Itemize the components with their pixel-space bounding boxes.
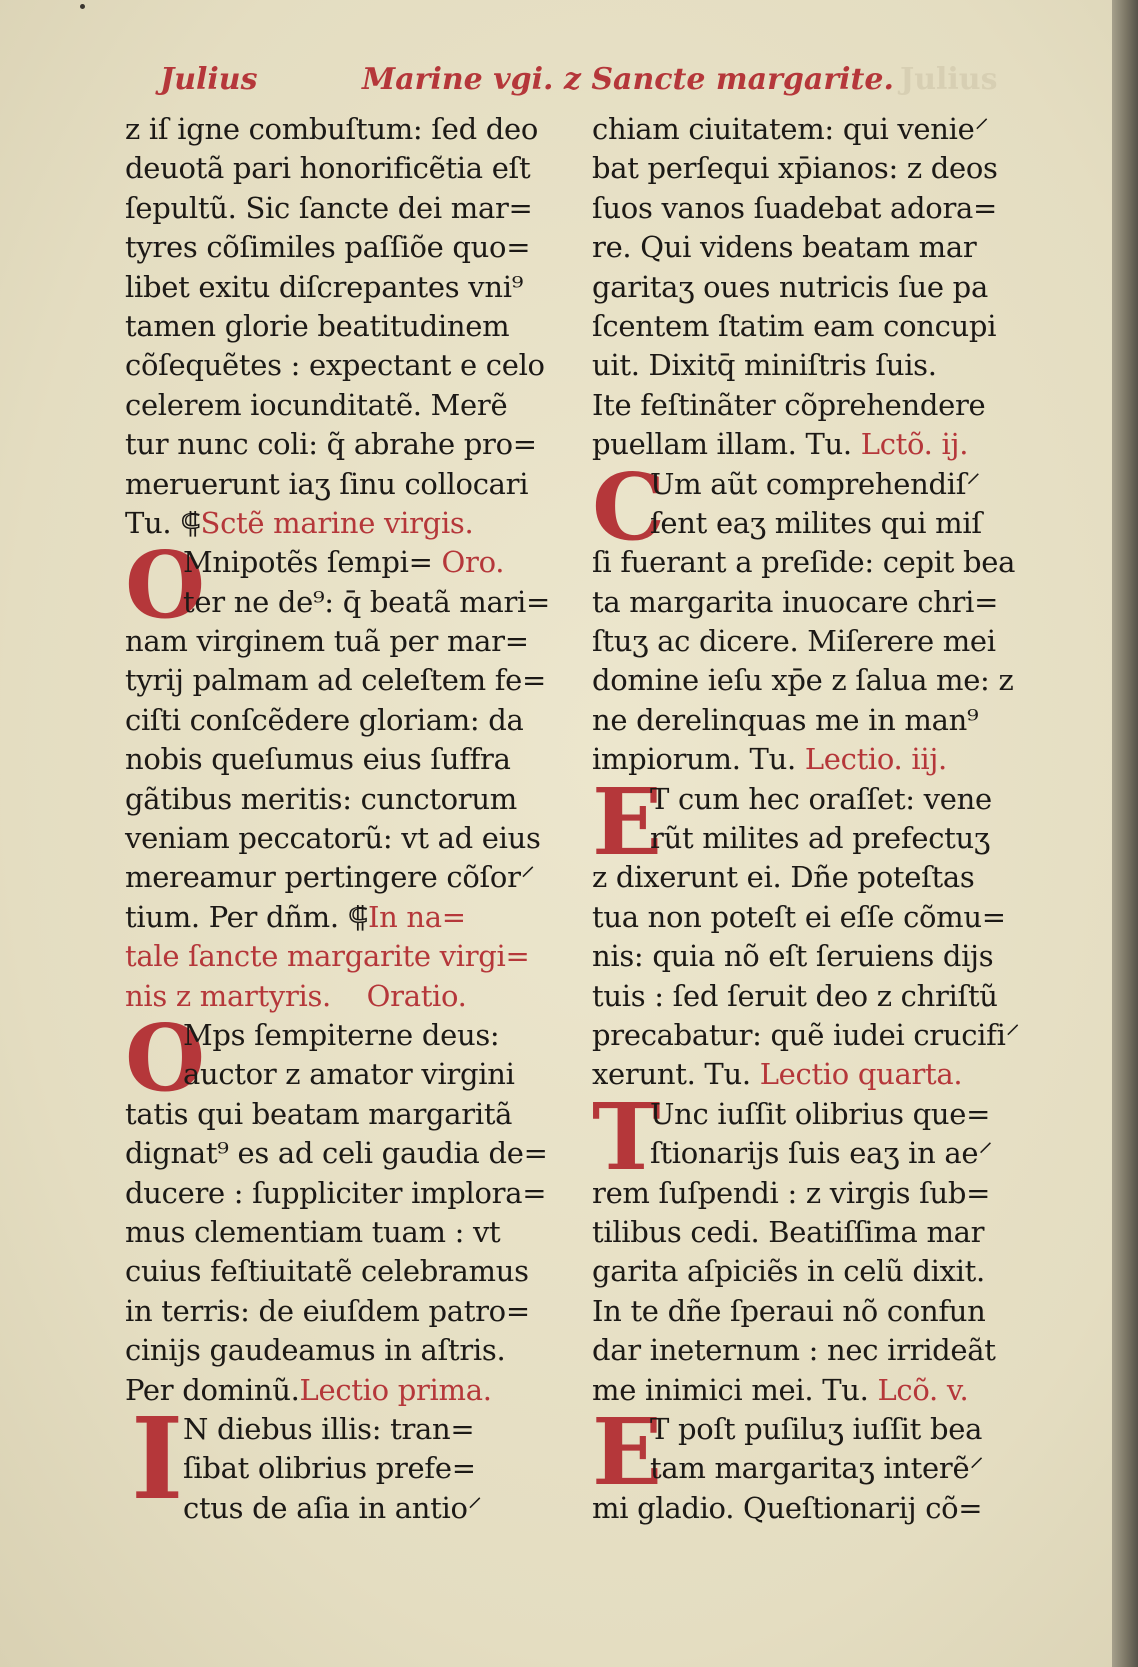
text-line: gãtibus meritis: cunctorum: [125, 781, 517, 816]
text-line: dignat⁹ es ad celi gaudia de=: [125, 1136, 548, 1171]
text-line: Unc iuſſit olibrius que=: [650, 1096, 991, 1131]
text-line: z dixerunt ei. Dñe poteſtas: [592, 860, 975, 895]
text-line: auctor z amator virgini: [183, 1057, 515, 1092]
text-line: uit. Dixitq̄ miniſtris ſuis.: [592, 348, 937, 383]
lectio-block-2: [592, 452, 1052, 561]
text-line: re. Qui videns beatam mar: [592, 230, 977, 265]
text-span: xerunt. Tu.: [592, 1057, 751, 1092]
text-span: tium.: [125, 899, 200, 934]
text-line: ſcentem ſtatim eam concupi: [592, 308, 997, 343]
rubric-text: Lcõ. v.: [877, 1372, 969, 1407]
right-column: [592, 110, 1052, 1528]
text-span: Per dominũ.: [125, 1372, 300, 1407]
red-initial: E: [592, 1397, 662, 1506]
text-line: ctus de aſia in antio⸍: [183, 1490, 482, 1525]
text-line: garita aſpiciẽs in celũ dixit.: [592, 1254, 985, 1289]
text-line: cinijs gaudeamus in aſtris.: [125, 1333, 506, 1368]
text-line: Um aũt comprehendiſ⸍: [650, 466, 981, 501]
text-line: garitaʒ oues nutricis ſue pa: [592, 269, 988, 304]
lectio-block-1: [125, 1393, 565, 1528]
text-line: veniam peccatorũ: vt ad eius: [125, 821, 541, 856]
text-line: [125, 543, 565, 582]
rubric-text: nis z martyris.: [125, 978, 331, 1013]
text-line: cõſequẽtes : expectant e celo: [125, 348, 545, 383]
text-line: in terris: de eiuſdem patro=: [125, 1293, 530, 1328]
text-line: ſuos vanos ſuadebat adora=: [592, 190, 997, 225]
text-line: meruerunt iaʒ ſinu collocari: [125, 466, 529, 501]
text-span: puellam illam. Tu.: [592, 427, 852, 462]
rubric-text: Oro.: [441, 545, 505, 580]
text-line: mus clementiam tuam : vt: [125, 1214, 501, 1249]
text-line: T poſt puſiluʒ iuſſit bea: [650, 1411, 983, 1446]
text-line: bat perſequi xp̄ianos: z deos: [592, 151, 998, 186]
oratio-block-2: [125, 1004, 565, 1112]
red-initial: T: [592, 1082, 661, 1191]
lectio-block-5: [592, 1397, 1052, 1506]
rubric-text: Lectio. iij.: [804, 742, 947, 777]
rubric-line: tale ſancte margarite virgi=: [125, 939, 530, 974]
rubric-line: [125, 898, 565, 937]
text-line: tyrij palmam ad celeſtem fe=: [125, 663, 546, 698]
text-line: cuius feſtiuitatẽ celebramus: [125, 1254, 529, 1289]
text-line: celerem iocunditatẽ. Merẽ: [125, 387, 508, 422]
text-line: ſi fuerant a preſide: cepit bea: [592, 545, 1016, 580]
red-initial: E: [592, 767, 662, 876]
red-initial: I: [131, 1393, 184, 1525]
text-span: Tu. ⸿: [125, 505, 201, 540]
text-line: tilibus cedi. Beatiſſima mar: [592, 1214, 985, 1249]
text-line: nobis queſumus eius ſuffra: [125, 742, 511, 777]
text-line: Mps ſempiterne deus:: [183, 1018, 500, 1052]
left-column: [125, 110, 565, 1528]
rubric-text: Lectio prima.: [299, 1372, 492, 1407]
text-line: N diebus illis: tran=: [183, 1411, 475, 1446]
text-line: chiam ciuitatem: qui venie⸍: [592, 112, 989, 146]
text-line: rem ſuſpendi : z virgis ſub=: [592, 1175, 991, 1210]
rubric-line: [125, 1371, 565, 1410]
text-line: domine ieſu xp̄e z ſalua me: z: [592, 663, 1014, 698]
text-line: In te dñe ſperaui nõ confun: [592, 1293, 986, 1328]
rubric-text: Lctõ. ij.: [860, 427, 969, 462]
text-line: tyres cõſimiles paſſiõe quo=: [125, 230, 531, 265]
text-line: Ite feſtinãter cõprehendere: [592, 387, 986, 422]
text-span: Per dñm. ⸿: [208, 899, 368, 934]
text-line: ſtionarijs ſuis eaʒ in ae⸍: [650, 1136, 993, 1171]
text-line: tam margaritaʒ interẽ⸍: [650, 1451, 984, 1486]
text-line: mi gladio. Queſtionarij cõ=: [592, 1490, 983, 1525]
book-gutter: [1112, 0, 1138, 1667]
header-feast: Marine vgi. z Sancte margarite.: [362, 62, 894, 97]
text-line: z iſ igne combuſtum: ſed deo: [125, 112, 539, 146]
oratio-block-1: [125, 531, 565, 640]
lectio-block-4: [592, 1082, 1052, 1191]
red-initial: O: [125, 1004, 205, 1112]
text-line: ducere : ſuppliciter implora=: [125, 1175, 547, 1210]
text-line: ciſti conſcẽdere gloriam: da: [125, 702, 524, 737]
text-line: ſent eaʒ milites qui miſ: [650, 505, 982, 540]
text-line: ſepultũ. Sic ſancte dei mar=: [125, 190, 533, 225]
ink-speck: [80, 4, 85, 9]
header-month: Julius: [160, 62, 258, 97]
text-span: impiorum. Tu.: [592, 742, 796, 777]
red-initial: O: [125, 531, 205, 640]
rubric-text: In na=: [367, 899, 466, 934]
header-bleed-through: Julius: [900, 62, 998, 97]
text-line: rũt milites ad prefectuʒ: [650, 821, 990, 856]
text-span: Mnipotẽs ſempi=: [183, 545, 433, 580]
text-line: nam virginem tuã per mar=: [125, 624, 529, 659]
rubric-text: Lectio quarta.: [759, 1057, 963, 1092]
text-line: ſtuʒ ac dicere. Miſerere mei: [592, 624, 996, 659]
text-line: tua non poteſt ei eſſe cõmu=: [592, 899, 1006, 934]
text-line: mereamur pertingere cõſor⸍: [125, 860, 535, 895]
running-header: [0, 62, 1112, 102]
text-line: precabatur: quẽ iudei crucifi⸍: [592, 1018, 1020, 1053]
text-line: libet exitu diſcrepantes vni⁹: [125, 269, 524, 304]
text-line: tuis : ſed ſeruit deo z chriſtũ: [592, 978, 998, 1013]
text-line: ne derelinquas me in man⁹: [592, 702, 979, 737]
rubric-oratio: Oratio.: [366, 978, 467, 1013]
text-line: deuotã pari honorificẽtia eſt: [125, 151, 531, 186]
text-line: tamen glorie beatitudinem: [125, 308, 510, 343]
rubric-text: Sctẽ marine virgis.: [200, 505, 474, 540]
text-line: tur nunc coli: q̃ abrahe pro=: [125, 427, 537, 462]
text-line: ſibat olibrius prefe=: [183, 1451, 476, 1486]
red-initial: C: [592, 452, 665, 561]
text-line: dar ineternum : nec irrideãt: [592, 1333, 996, 1368]
text-span: me inimici mei. Tu.: [592, 1372, 869, 1407]
text-line: ta margarita inuocare chri=: [592, 584, 999, 619]
text-line: ter ne de⁹: q̄ beatã mari=: [183, 584, 550, 619]
text-line: nis: quia nõ eſt ſeruiens dijs: [592, 939, 994, 974]
text-line: T cum hec oraſſet: vene: [650, 781, 992, 816]
text-line: tatis qui beatam margaritã: [125, 1096, 513, 1131]
rubric-line: [592, 1055, 1052, 1094]
lectio-block-3: [592, 767, 1052, 876]
